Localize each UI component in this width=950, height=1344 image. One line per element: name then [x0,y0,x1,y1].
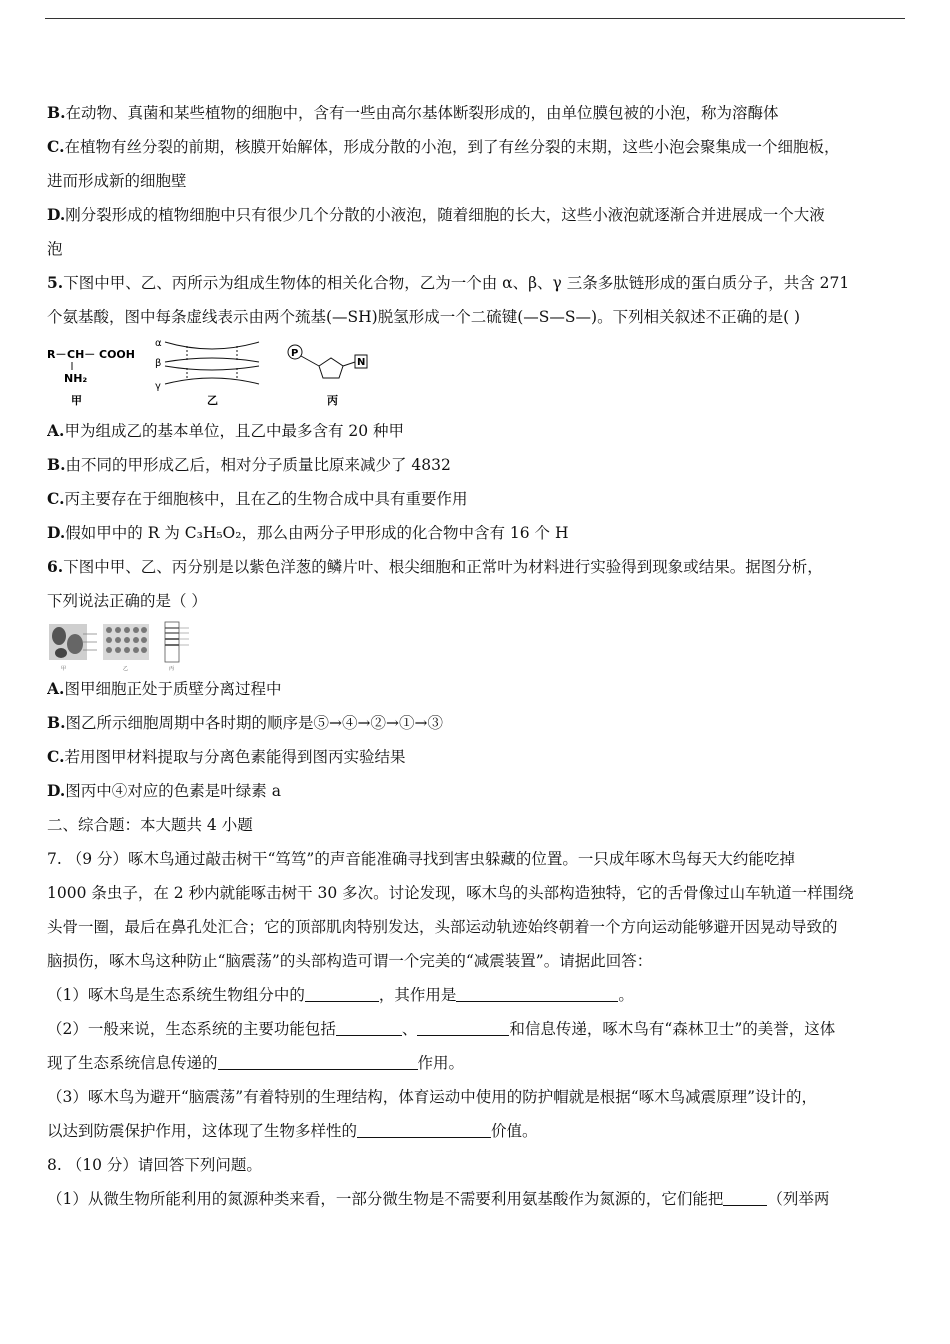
question-6-stem: 6.下图中甲、乙、丙分别是以紫色洋葱的鳞片叶、根尖细胞和正常叶为材料进行实验得到现象或结果。据图分析， [47,557,823,576]
jia-caption: 甲 [71,394,82,407]
question-7-part-3: 以达到防震保护作用，这体现了生物多样性的 价值。 [47,1122,538,1140]
question-8-part-1: （1）从微生物所能利用的氮源种类来看，一部分微生物是不需要利用氨基酸作为氮源的，它们能把 （列举两 [47,1190,830,1208]
option-d: D.图丙中④对应的色素是叶绿素 a [47,781,281,800]
text-line: D.刚分裂形成的植物细胞中只有很少几个分散的小液泡，随着细胞的长大，这些小液泡就逐渐合并进展成一个大液 [47,205,825,224]
question-7-part-2: （2）一般来说，生态系统的主要功能包括 、 和信息传递，啄木鸟有“森林卫士”的美誉，这体 [47,1020,836,1038]
jia-ch: CH－ [67,348,96,361]
question-7 [47,842,905,1148]
bing-p: P [291,348,299,359]
option-a: A.图甲细胞正处于质壁分离过程中 [47,679,282,698]
option-b: B.由不同的甲形成乙后，相对分子质量比原来减少了 4832 [47,455,451,474]
bing-bond [343,362,355,366]
answer-blank[interactable] [357,1123,491,1138]
figure-6 [47,618,905,672]
text-line: 进而形成新的细胞壁 [47,172,187,190]
text-line: B.在动物、真菌和某些植物的细胞中，含有一些由高尔基体断裂形成的，由单位膜包被的小泡，称为溶酶体 [47,103,779,122]
section-title: 二、综合题：本大题共 4 小题 [47,816,253,834]
yi-chain-alpha [165,342,259,349]
yi-beta: β [155,358,162,369]
fig6-caption-bing: 丙 [169,666,175,672]
question-6-stem: 下列说法正确的是（ ） [47,592,207,610]
jia-r: R－ [47,348,67,361]
answer-blank[interactable] [218,1055,418,1070]
figure-5-drawing [47,334,387,414]
cell-shape [52,627,66,645]
header-rule [45,18,905,19]
fig6-caption-jia: 甲 [61,666,67,672]
yi-gamma: γ [155,381,161,392]
option-b: B.图乙所示细胞周期中各时期的顺序是⑤→④→②→①→③ [47,713,443,732]
exam-page [47,96,905,1216]
jia-cooh: COOH [99,348,135,361]
option-c: C.若用图甲材料提取与分离色素能得到图丙实验结果 [47,747,406,766]
option-d: D.假如甲中的 R 为 C₃H₅O₂，那么由两分子甲形成的化合物中含有 16 个 H [47,523,569,542]
yi-chain-beta [165,358,259,362]
question-7-stem: 7. （9 分）啄木鸟通过敲击树干“笃笃”的声音能准确寻找到害虫躲藏的位置。一只成年啄木鸟每天大约能吃掉 [47,850,795,868]
question-8-stem: 8. （10 分）请回答下列问题。 [47,1156,262,1174]
question-4-options-and-question-5 [47,96,905,334]
yi-alpha: α [155,338,162,349]
bing-pentose [319,358,343,378]
answer-blank[interactable] [456,987,618,1002]
question-7-stem: 1000 条虫子，在 2 秒内就能啄击树干 30 多次。讨论发现，啄木鸟的头部构造独特，它的舌骨像过山车轨道一样围绕 [47,884,854,902]
answer-blank[interactable] [336,1021,402,1036]
question-5-stem: 个氨基酸，图中每条虚线表示由两个巯基(—SH)脱氢形成一个二硫键(—S—S—)。下列相关叙述不正确的是( ) [47,308,801,326]
question-7-part-2: 现了生态系统信息传递的 作用。 [47,1054,465,1072]
jia-nh2: NH₂ [64,372,88,385]
fig6-caption-yi: 乙 [123,666,129,672]
cell-shape [55,648,67,658]
bing-caption: 丙 [327,394,338,407]
text-line: C.在植物有丝分裂的前期，核膜开始解体，形成分散的小泡，到了有丝分裂的末期，这些小泡会聚集成一个细胞板， [47,137,840,156]
yi-chain-beta-lower [165,366,259,370]
question-6-options [47,672,905,808]
question-5-options-and-question-6 [47,414,905,618]
figure-6-drawing [47,618,207,672]
yi-caption: 乙 [207,394,218,407]
question-5-stem: 5.下图中甲、乙、丙所示为组成生物体的相关化合物，乙为一个由 α、β、γ 三条多肽链形成的蛋白质分子，共含 271 [47,273,850,292]
text-line: 泡 [47,240,63,258]
bing-bond [301,356,319,366]
option-c: C.丙主要存在于细胞核中，且在乙的生物合成中具有重要作用 [47,489,468,508]
figure-5 [47,334,905,414]
question-8 [47,1148,905,1216]
bing-n: N [357,357,366,368]
question-7-part-3: （3）啄木鸟为避开“脑震荡”有着特别的生理结构，体育运动中使用的防护帽就是根据“啄木鸟减震原理”设计的， [47,1088,818,1106]
yi-chain-gamma [165,378,259,384]
cell-shape [67,634,83,654]
question-7-part-1: （1）啄木鸟是生态系统生物组分中的 ，其作用是 。 [47,986,634,1004]
answer-blank[interactable] [417,1021,509,1036]
option-a: A.甲为组成乙的基本单位，且乙中最多含有 20 种甲 [47,421,405,440]
question-7-stem: 头骨一圈，最后在鼻孔处汇合；它的顶部肌肉特别发达，头部运动轨迹始终朝着一个方向运动能够避开因晃动导致的 [47,918,838,936]
question-7-stem: 脑损伤，啄木鸟这种防止“脑震荡”的头部构造可谓一个完美的“减震装置”。请据此回答： [47,952,653,970]
answer-blank[interactable] [723,1191,767,1206]
answer-blank[interactable] [305,987,379,1002]
